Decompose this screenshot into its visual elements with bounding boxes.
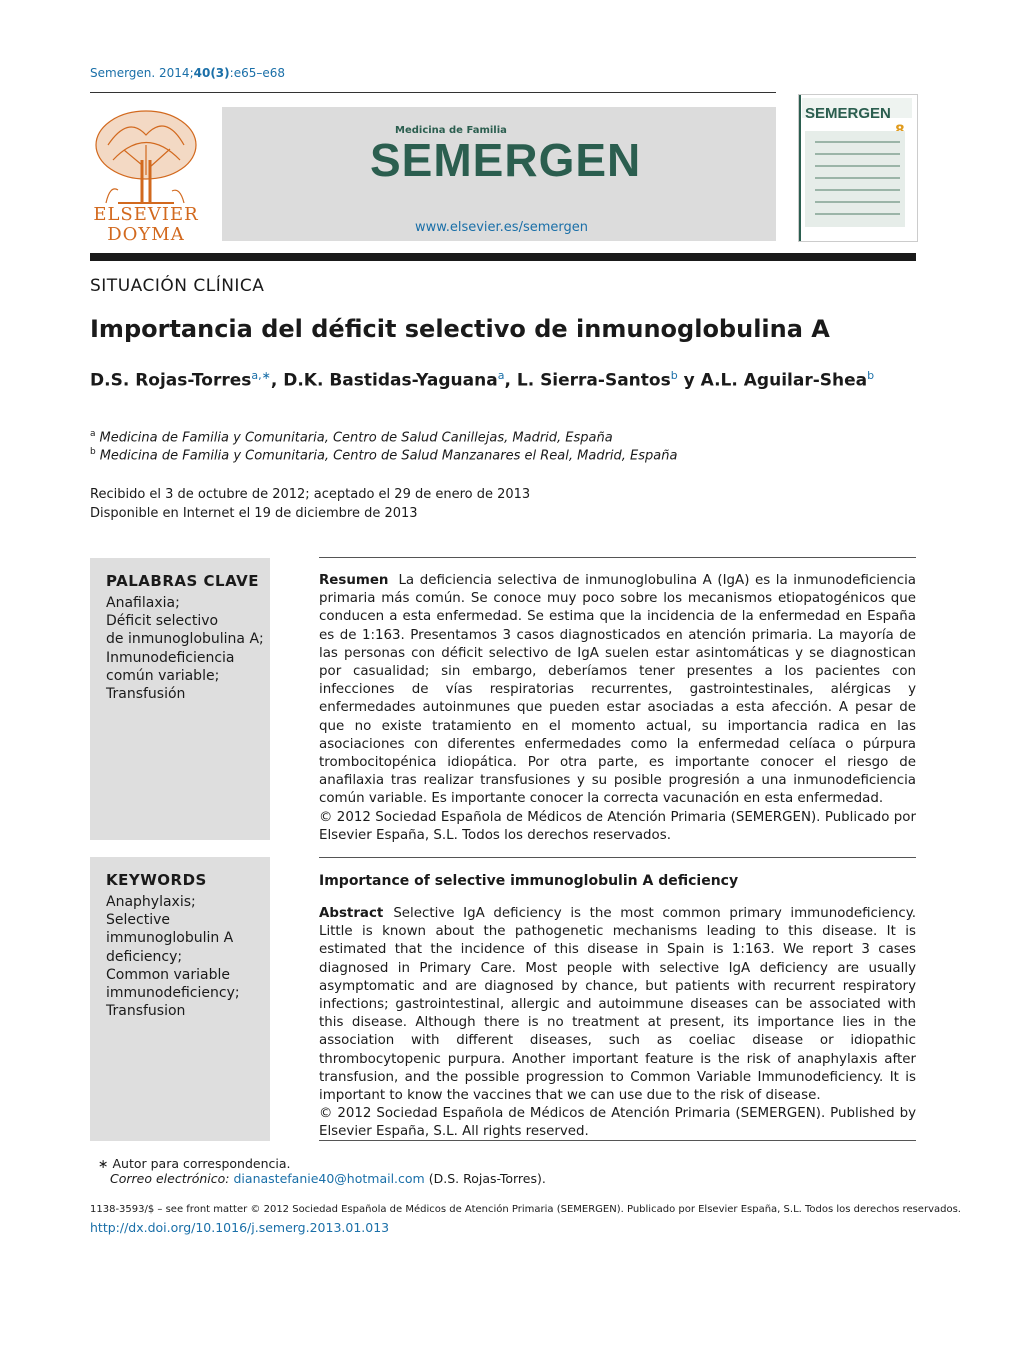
cover-spine [799, 95, 801, 241]
citation-prefix: Semergen. 2014; [90, 66, 194, 80]
keywords-en-list [106, 893, 240, 1020]
affiliation-mark: a [90, 429, 96, 439]
email-owner: (D.S. Rojas-Torres). [428, 1171, 546, 1186]
affiliation-a [90, 429, 613, 445]
email-label: Correo electrónico: [110, 1171, 230, 1186]
author-affiliation-mark[interactable]: a [497, 369, 505, 382]
received-date: Recibido el 3 de octubre de 2012; aceptado el 29 de enero de 2013 [90, 487, 531, 502]
author-name[interactable]: D.K. Bastidas-Yaguana [283, 370, 498, 391]
author-affiliation-mark[interactable]: b [867, 369, 875, 382]
issn-line: 1138-3593/$ – see front matter © 2012 Sociedad Española de Médicos de Atención Primaria (SEMERGEN). Publicado por Elsevier España, S.L. Todos los derechos reservados. [90, 1204, 961, 1215]
affiliation-b [90, 447, 677, 463]
cover-title: SEMERGEN [805, 105, 891, 122]
abstract-es-text: La deficiencia selectiva de inmunoglobulina A (IgA) es la inmunodeficiencia primaria más común. Se conoce muy poco sobre los mecanismos etiopatogénicos que conducen a esta enfermedad. Se estima que la incidencia de la enfermedad en España es de 1:163. Presentamos 3 casos diagnosticados en atención primaria. La mayoría de las personas con déficit selectivo de IgA suelen estar asintomáticas y se diagnostican por casualidad; sin embargo, deberíamos tener presentes a los pacientes con infecciones de vías respiratorias recurrentes, gastrointestinales, alérgicas y enfermedades autoinmunes que pueden estar asociadas a esta afección. A pesar de que no existe tratamiento en el momento actual, su importancia radica en las asociaciones con diferentes enfermedades como la enfermedad celíaca o púrpura trombocitopénica idiopática. Por otra parte, es importante conocer el riesgo de anafilaxia tras realizar transfusiones y su posible progresión a una inmunodeficiencia común variable. Es importante conocer la correcta vacunación en esta enfermedad. [319, 573, 916, 807]
footnote-mark: ∗ [98, 1156, 109, 1171]
logo-text-elsevier: ELSEVIER [93, 204, 199, 225]
abstract-en-copyright: © 2012 Sociedad Española de Médicos de Atención Primaria (SEMERGEN). Published by Elsevier España, S.L. All rights reserved. [319, 1106, 916, 1140]
abstract-en [319, 905, 916, 1142]
cover-line [815, 165, 900, 167]
keyword-item: Common variable [106, 966, 230, 983]
journal-cover-thumbnail [798, 94, 918, 242]
author-affiliation-mark[interactable]: b [670, 369, 678, 382]
author-name[interactable]: A.L. Aguilar-Shea [700, 370, 868, 391]
author-separator: , [504, 370, 517, 391]
cover-line [815, 189, 900, 191]
author-list [90, 369, 874, 391]
citation-pages: :e65–e68 [229, 66, 286, 80]
email-note [110, 1171, 546, 1186]
logo-text-doyma: DOYMA [107, 224, 185, 245]
keywords-es-box [90, 558, 270, 840]
keywords-en-box [90, 857, 270, 1141]
keyword-item: Transfusión [106, 686, 186, 703]
header-divider [90, 92, 776, 93]
abstract-en-text: Selective IgA deficiency is the most common primary immunodeficiency. Little is known about the pathogenetic mechanisms leading to this disease. It is estimated that the incidence of this disease in Spain is 1:163. We report 3 cases diagnosed in Primary Care. Most people with selective IgA deficiency are usually asymptomatic and are diagnosed by chance, but patients with recurrent respiratory infections; gastrointestinal, allergic and autoimmune diseases can be associated with this disease. Although there is no treatment at present, its importance lies in the association with different diseases, such as coeliac disease or idiopathic thrombocytopenic purpura. Another important feature is the risk of anaphylaxis after transfusion, and the possible progression to Common Variable Immunodeficiency. It is important to know the vaccines that we can use due to the risk of disease. [319, 906, 916, 1104]
corresponding-author-note [98, 1156, 291, 1171]
affiliation-mark: b [90, 447, 96, 457]
cover-line [815, 213, 900, 215]
author-name[interactable]: L. Sierra-Santos [516, 370, 671, 391]
journal-url-link[interactable]: www.elsevier.es/semergen [415, 220, 588, 235]
keyword-item: immunoglobulin A [106, 930, 234, 947]
keyword-item: Transfusion [106, 1003, 186, 1020]
journal-subtitle: Medicina de Familia [395, 125, 507, 136]
article-title: Importancia del déficit selectivo de inmunoglobulina A [90, 315, 830, 343]
cover-contents [805, 131, 905, 227]
email-link[interactable]: dianastefanie40@hotmail.com [233, 1171, 425, 1186]
elsevier-logo-text [88, 205, 204, 245]
journal-banner [222, 107, 776, 241]
abstract-es-top-rule [319, 557, 916, 558]
cover-line [815, 141, 900, 143]
author-separator: y [677, 370, 701, 391]
citation-volume: 40(3) [193, 66, 230, 80]
keyword-item: Anafilaxia; [106, 595, 180, 611]
keyword-item: Inmunodeficiencia [106, 649, 235, 666]
abstract-en-top-rule [319, 857, 916, 858]
affiliation-text: Medicina de Familia y Comunitaria, Centro de Salud Canillejas, Madrid, España [99, 430, 613, 446]
keywords-en-heading: KEYWORDS [106, 871, 207, 889]
cover-line [815, 153, 900, 155]
keyword-item: deficiency; [106, 948, 183, 965]
journal-name: SEMERGEN [370, 134, 642, 186]
abstract-es-copyright: © 2012 Sociedad Española de Médicos de Atención Primaria (SEMERGEN). Publicado por Elsevier España, S.L. Todos los derechos reservados. [319, 809, 916, 843]
abstract-es-label: Resumen [319, 573, 389, 588]
cover-line [815, 177, 900, 179]
cover-line [815, 201, 900, 203]
english-title: Importance of selective immunoglobulin A deficiency [319, 873, 739, 889]
online-date: Disponible en Internet el 19 de diciembre de 2013 [90, 506, 418, 521]
keyword-item: immunodeficiency; [106, 985, 240, 1002]
abstract-en-bottom-rule [319, 1140, 916, 1141]
author-separator: , [270, 370, 284, 391]
keyword-item: Déficit selectivo [106, 613, 219, 630]
abstract-en-label: Abstract [319, 906, 384, 921]
author-affiliation-mark[interactable]: a,∗ [251, 369, 271, 382]
keyword-item: Selective [106, 912, 170, 929]
corresponding-label: Autor para correspondencia. [112, 1156, 291, 1171]
affiliation-text: Medicina de Familia y Comunitaria, Centro de Salud Manzanares el Real, Madrid, España [99, 448, 678, 464]
keyword-item: de inmunoglobulina A; [106, 631, 264, 648]
keyword-item: común variable; [106, 667, 220, 684]
header-thick-rule [90, 253, 916, 261]
doi-link[interactable]: http://dx.doi.org/10.1016/j.semerg.2013.01.013 [90, 1220, 390, 1235]
author-name[interactable]: D.S. Rojas-Torres [90, 370, 252, 391]
journal-citation[interactable] [90, 66, 285, 80]
keywords-es-heading: PALABRAS CLAVE [106, 572, 260, 590]
keyword-item: Anaphylaxis; [106, 894, 196, 910]
abstract-es [319, 572, 916, 845]
article-section: SITUACIÓN CLÍNICA [90, 276, 265, 296]
keywords-es-list [106, 594, 264, 703]
